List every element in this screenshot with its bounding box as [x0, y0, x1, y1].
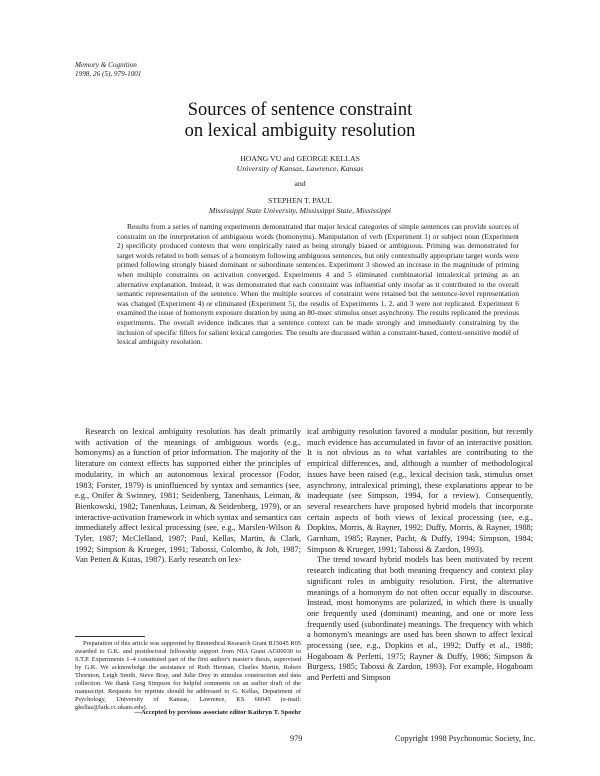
author-affiliation-2: Mississippi State University, Mississippi State, Mississippi	[208, 206, 392, 215]
journal-header	[75, 61, 141, 79]
body-paragraph: The trend toward hybrid models has been motivated by recent research indicating that both meaning frequency and context play significant roles in ambiguity resolution. First, the alternative meanings of a homonym do not often occur equally in discourse. Instead, most homonyms are polarized, in which there is usually one frequently used (dominant) meaning, and one or more less frequently used (subordinate) meanings. The frequency with which a homonym's meanings are used has been shown to affect lexical processing (see, e.g., Dopkins et al., 1992; Duffy et al., 1988; Hogaboam & Perfetti, 1975; Rayner & Duffy, 1986; Simpson & Burgess, 1985; Tabossi & Zardon, 1993). For example, Hogaboam and Perfetti and Simpson	[307, 555, 533, 683]
body-column-right	[307, 427, 533, 684]
author-names-2: STEPHEN T. PAUL	[268, 196, 332, 205]
journal-name: Memory & Cognition	[75, 61, 137, 69]
author-block-2	[0, 196, 600, 216]
author-footnote: Preparation of this article was supported by Biomedical Research Grant R15045 R05 awarded to G.K. and postdoctoral fellowship support from NIA Grant AG00030 to S.T.P. Experiments 1–4 constituted part of the first author's master's thesis, supervised by G.K. We acknowledge the assistance of Ruth Herman, Charles Martin, Robert Thornton, Leigh Smith, Steve Bray, and Julie Drey in stimulus construction and data collection. We thank Greg Simpson for helpful comments on an earlier draft of the manuscript. Requests for reprints should be addressed to G. Kellas, Department of Psychology, University of Kansas, Lawrence, KS 66045 (e-mail: gkellas@lark.cc.ukans.edu).	[75, 640, 301, 711]
author-block-1	[0, 154, 600, 174]
page-number: 979	[290, 734, 303, 743]
author-names-1: HOANG VU and GEORGE KELLAS	[240, 154, 360, 163]
title-line-1: Sources of sentence constraint	[187, 100, 413, 120]
journal-citation: 1998, 26 (5), 979-1001	[75, 70, 142, 78]
accepted-note: —Accepted by previous associate editor Kathryn T. Spoehr	[134, 709, 301, 716]
title-line-2: on lexical ambiguity resolution	[184, 121, 416, 141]
body-column-left	[75, 427, 301, 566]
copyright-notice: Copyright 1998 Psychonomic Society, Inc.	[395, 734, 536, 743]
author-conjunction: and	[294, 179, 306, 188]
footnote-divider	[75, 636, 145, 637]
body-paragraph: Research on lexical ambiguity resolution has dealt primarily with activation of the meanings of ambiguous words (e.g., homonyms) as a function of prior information. The majority of the literature on context effects has supported either the principles of modularity, in which an autonomous lexical processor (Fodor, 1983; Forster, 1979) is uninfluenced by syntax and semantics (see, e.g., Onifer & Swinney, 1981; Seidenberg, Tanenhaus, Leiman, & Bienkowski, 1982; Tanenhaus, Leiman, & Seidenberg, 1979), or an interactive-activation framework in which syntax and semantics can immediately affect lexical processing (see, e.g., Marslen-Wilson & Tyler, 1987; McClelland, 1987; Paul, Kellas, Martin, & Clark, 1992; Simpson & Krueger, 1991; Tabossi, Colombo, & Job, 1987; Van Petten & Kutas, 1987). Early research on lex-	[75, 427, 302, 565]
paper-title	[0, 100, 600, 142]
abstract: Results from a series of naming experiments demonstrated that major lexical categories of simple sentences can provide sources of constraint on the interpretation of ambiguous words (homonyms). Manipulation of verb (Experiment 1) or subject noun (Experiment 2) specificity produced contexts that were empirically rated as being strongly biased or ambiguous. Priming was demonstrated for target words related to both senses of a homonym following ambiguous sentences, but only contextually appropriate target words were primed following strongly biased dominant or subordinate sentences. Experiment 3 showed an increase in the magnitude of priming when multiple constraints on activation converged. Experiments 4 and 5 eliminated combinatorial intralexical priming as an alternative explanation. Instead, it was demonstrated that each constraint was influential only insofar as it contributed to the overall semantic representation of the sentence. When the multiple sources of constraint were retained but the sentence-level representation was changed (Experiment 4) or eliminated (Experiment 5), the results of Experiments 1, 2, and 3 were not replicated. Experiment 6 examined the issue of homonym exposure duration by using an 80-msec stimulus onset asynchrony. The results replicated the previous experiments. The overall evidence indicates that a sentence context can be made strongly and immediately constraining by the inclusion of specific fillers for salient lexical categories. The results are discussed within a constraint-based, context-sensitive model of lexical ambiguity resolution.	[117, 222, 519, 347]
author-affiliation-1: University of Kansas, Lawrence, Kansas	[236, 164, 364, 173]
body-paragraph: ical ambiguity resolution favored a modular position, but recently much evidence has accumulated in favor of an interactive position. It is not obvious as to what variables are contributing to the empirical differences, and, although a number of methodological issues have been raised (e.g., lexical decision task, stimulus onset asynchrony, intralexical priming), these explanations appear to be inadequate (see Simpson, 1994, for a review). Consequently, several researchers have proposed hybrid models that incorporate certain aspects of both views of lexical processing (see, e.g., Dopkins, Morris, & Rayner, 1992; Duffy, Morris, & Rayner, 1988; Garnham, 1985; Rayner, Pacht, & Duffy, 1994; Simpson, 1984; Simpson & Krueger, 1991; Tabossi & Zardon, 1993).	[307, 427, 533, 554]
